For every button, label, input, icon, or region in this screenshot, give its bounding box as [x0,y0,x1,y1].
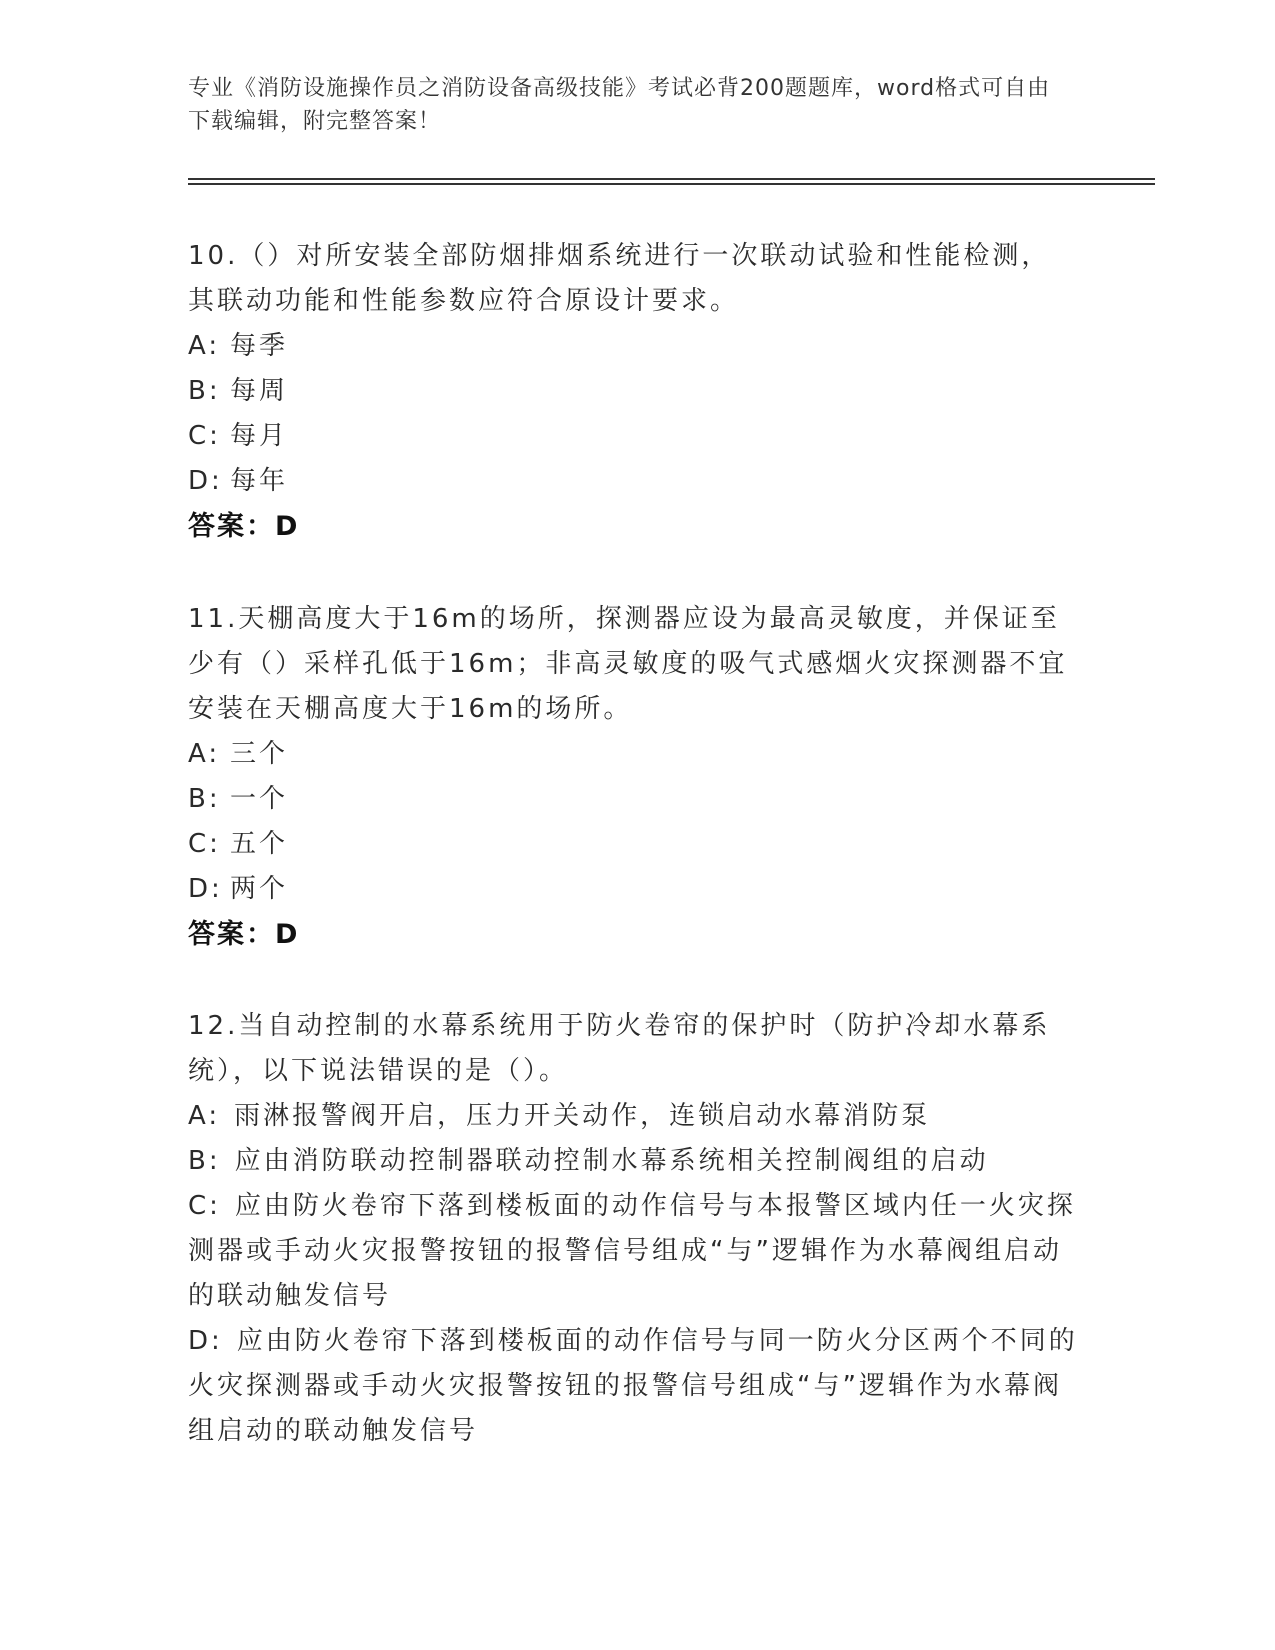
option-text: 每月 [230,421,289,451]
option-text: 应由防火卷帘下落到楼板面的动作信号与同一防火分区两个不同的火灾探测器或手动火灾报警按钮的报警信号组成“与”逻辑作为水幕阀组启动的联动触发信号 [188,1326,1078,1446]
option-letter: D: [188,874,223,904]
option-text: 每周 [230,376,289,406]
option-letter: A: [188,1101,221,1131]
document-header: 专业《消防设施操作员之消防设备高级技能》考试必背200题题库，word格式可自由下载编辑，附完整答案！ [188,76,1051,134]
option-d [188,867,1078,912]
option-c [188,414,1078,459]
option-c [188,822,1078,867]
option-letter: C: [188,421,221,451]
option-text: 雨淋报警阀开启，压力开关动作，连锁启动水幕消防泵 [234,1101,931,1131]
option-text: 每年 [230,466,289,496]
option-text: 一个 [230,784,289,814]
option-b [188,369,1078,414]
option-text: 五个 [230,829,289,859]
header-divider-top [188,178,1155,180]
header-divider-bottom [188,183,1155,185]
option-d [188,459,1078,504]
answer-text: 答案：D [188,919,300,950]
option-letter: B: [188,1146,221,1176]
question-12 [188,1004,1078,1454]
option-c [188,1184,1078,1319]
option-text: 每季 [230,331,289,361]
option-text: 两个 [230,874,289,904]
answer-text: 答案：D [188,511,300,542]
option-letter: B: [188,784,221,814]
option-letter: C: [188,829,221,859]
option-text: 应由消防联动控制器联动控制水幕系统相关控制阀组的启动 [234,1146,989,1176]
option-letter: A: [188,331,221,361]
question-stem: 10.（）对所安装全部防烟排烟系统进行一次联动试验和性能检测，其联动功能和性能参数应符合原设计要求。 [188,241,1051,316]
option-letter: A: [188,739,221,769]
question-stem: 12.当自动控制的水幕系统用于防火卷帘的保护时（防护冷却水幕系统），以下说法错误的是（）。 [188,1011,1051,1086]
option-letter: C: [188,1191,221,1221]
option-letter: B: [188,376,221,406]
option-b [188,1139,1078,1184]
question-11 [188,597,1078,957]
option-d [188,1319,1078,1454]
question-10 [188,234,1078,549]
option-a [188,1094,1078,1139]
option-text: 三个 [230,739,289,769]
question-stem: 11.天棚高度大于16m的场所，探测器应设为最高灵敏度，并保证至少有（）采样孔低于16m；非高灵敏度的吸气式感烟火灾探测器不宜安装在天棚高度大于16m的场所。 [188,604,1068,724]
option-text: 应由防火卷帘下落到楼板面的动作信号与本报警区域内任一火灾探测器或手动火灾报警按钮的报警信号组成“与”逻辑作为水幕阀组启动的联动触发信号 [188,1191,1076,1311]
option-letter: D: [188,466,223,496]
option-a [188,732,1078,777]
option-a [188,324,1078,369]
option-b [188,777,1078,822]
option-letter: D: [188,1326,223,1356]
